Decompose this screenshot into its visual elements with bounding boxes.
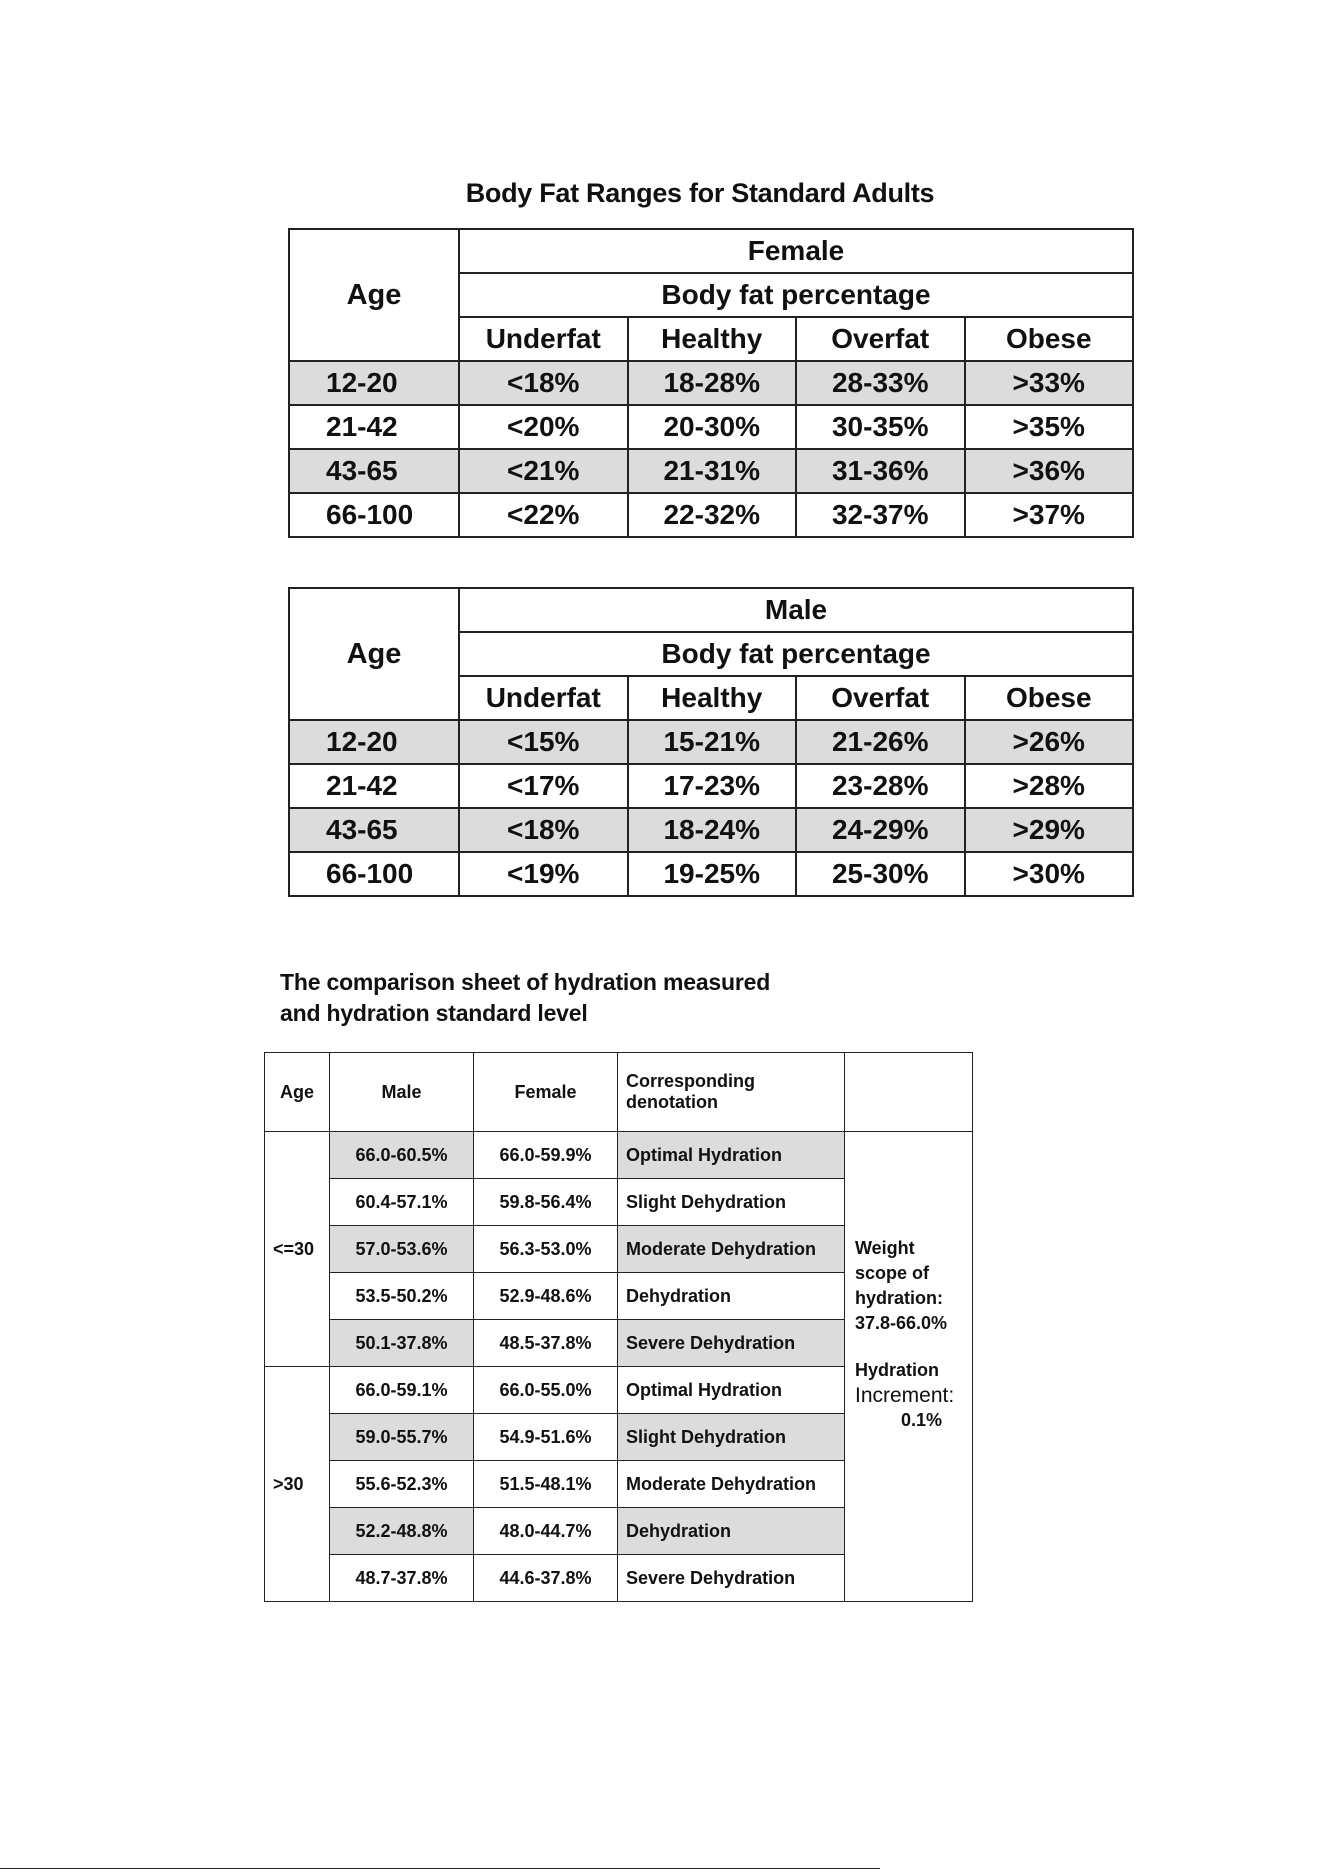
obese-header: Obese [965, 676, 1134, 720]
overfat-cell: 21-26% [796, 720, 965, 764]
age-group-cell: <=30 [265, 1132, 330, 1367]
denotation-cell: Slight Dehydration [618, 1414, 845, 1461]
table-row [265, 1132, 973, 1179]
table-row [289, 808, 1133, 852]
denotation-cell: Severe Dehydration [618, 1320, 845, 1367]
underfat-cell: <21% [459, 449, 628, 493]
underfat-cell: <15% [459, 720, 628, 764]
underfat-cell: <18% [459, 808, 628, 852]
male-body-fat-table [288, 587, 1134, 897]
obese-cell: >29% [965, 808, 1134, 852]
obese-header: Obese [965, 317, 1134, 361]
female-cell: 59.8-56.4% [474, 1179, 618, 1226]
denotation-cell: Moderate Dehydration [618, 1226, 845, 1273]
overfat-header: Overfat [796, 676, 965, 720]
denotation-cell: Optimal Hydration [618, 1132, 845, 1179]
denotation-header [618, 1053, 845, 1132]
healthy-cell: 15-21% [628, 720, 797, 764]
table-row [289, 764, 1133, 808]
underfat-cell: <17% [459, 764, 628, 808]
male-cell: 60.4-57.1% [330, 1179, 474, 1226]
overfat-cell: 28-33% [796, 361, 965, 405]
age-cell: 12-20 [289, 361, 459, 405]
denotation-cell: Dehydration [618, 1508, 845, 1555]
female-body-fat-table [288, 228, 1134, 538]
obese-cell: >28% [965, 764, 1134, 808]
age-cell: 43-65 [289, 449, 459, 493]
age-cell: 12-20 [289, 720, 459, 764]
denotation-cell: Severe Dehydration [618, 1555, 845, 1602]
overfat-cell: 23-28% [796, 764, 965, 808]
obese-cell: >37% [965, 493, 1134, 537]
healthy-cell: 17-23% [628, 764, 797, 808]
side-note-line: 37.8-66.0% [855, 1313, 948, 1333]
obese-cell: >30% [965, 852, 1134, 896]
table-row [289, 852, 1133, 896]
male-cell: 50.1-37.8% [330, 1320, 474, 1367]
hydration-title-line: and hydration standard level [280, 1000, 588, 1026]
hydration-title [280, 967, 770, 1029]
hydration-side-note [845, 1132, 973, 1602]
age-cell: 21-42 [289, 764, 459, 808]
healthy-cell: 21-31% [628, 449, 797, 493]
female-cell: 66.0-59.9% [474, 1132, 618, 1179]
male-cell: 57.0-53.6% [330, 1226, 474, 1273]
table-row [289, 449, 1133, 493]
age-cell: 21-42 [289, 405, 459, 449]
overfat-header: Overfat [796, 317, 965, 361]
healthy-cell: 18-28% [628, 361, 797, 405]
overfat-cell: 25-30% [796, 852, 965, 896]
female-cell: 54.9-51.6% [474, 1414, 618, 1461]
table-row [289, 405, 1133, 449]
denotation-header-line: Corresponding [626, 1071, 755, 1091]
healthy-cell: 18-24% [628, 808, 797, 852]
obese-cell: >36% [965, 449, 1134, 493]
male-cell: 53.5-50.2% [330, 1273, 474, 1320]
side-note-line: hydration: [855, 1288, 943, 1308]
age-cell: 66-100 [289, 852, 459, 896]
side-note-line: Weight [855, 1238, 915, 1258]
table-row [289, 361, 1133, 405]
hydration-title-line: The comparison sheet of hydration measured [280, 969, 771, 995]
female-header: Female [474, 1053, 618, 1132]
overfat-cell: 32-37% [796, 493, 965, 537]
overfat-cell: 24-29% [796, 808, 965, 852]
female-cell: 51.5-48.1% [474, 1461, 618, 1508]
underfat-header: Underfat [459, 317, 628, 361]
age-header: Age [289, 229, 459, 361]
table-row [289, 493, 1133, 537]
empty-header [845, 1053, 973, 1132]
overfat-cell: 31-36% [796, 449, 965, 493]
hydration-table [264, 1052, 973, 1602]
female-cell: 44.6-37.8% [474, 1555, 618, 1602]
age-cell: 66-100 [289, 493, 459, 537]
side-note-line: Hydration [855, 1360, 940, 1380]
female-cell: 48.0-44.7% [474, 1508, 618, 1555]
denotation-cell: Moderate Dehydration [618, 1461, 845, 1508]
obese-cell: >35% [965, 405, 1134, 449]
female-cell: 56.3-53.0% [474, 1226, 618, 1273]
table-row [289, 720, 1133, 764]
side-note-line: scope of [855, 1263, 930, 1283]
denotation-cell: Optimal Hydration [618, 1367, 845, 1414]
male-cell: 59.0-55.7% [330, 1414, 474, 1461]
underfat-cell: <22% [459, 493, 628, 537]
age-group-cell: >30 [265, 1367, 330, 1602]
denotation-cell: Slight Dehydration [618, 1179, 845, 1226]
obese-cell: >33% [965, 361, 1134, 405]
denotation-header-line: denotation [626, 1092, 718, 1112]
healthy-cell: 22-32% [628, 493, 797, 537]
denotation-cell: Dehydration [618, 1273, 845, 1320]
healthy-cell: 19-25% [628, 852, 797, 896]
underfat-cell: <20% [459, 405, 628, 449]
overfat-cell: 30-35% [796, 405, 965, 449]
female-cell: 48.5-37.8% [474, 1320, 618, 1367]
body-fat-percentage-header: Body fat percentage [459, 632, 1133, 676]
side-note-line: 0.1% [901, 1410, 943, 1430]
underfat-cell: <18% [459, 361, 628, 405]
underfat-cell: <19% [459, 852, 628, 896]
male-header: Male [330, 1053, 474, 1132]
age-cell: 43-65 [289, 808, 459, 852]
bottom-rule [0, 1868, 880, 1869]
healthy-header: Healthy [628, 317, 797, 361]
female-header: Female [459, 229, 1133, 273]
obese-cell: >26% [965, 720, 1134, 764]
male-header: Male [459, 588, 1133, 632]
healthy-cell: 20-30% [628, 405, 797, 449]
male-cell: 52.2-48.8% [330, 1508, 474, 1555]
underfat-header: Underfat [459, 676, 628, 720]
body-fat-title: Body Fat Ranges for Standard Adults [465, 178, 935, 208]
female-cell: 66.0-55.0% [474, 1367, 618, 1414]
male-cell: 55.6-52.3% [330, 1461, 474, 1508]
male-cell: 48.7-37.8% [330, 1555, 474, 1602]
healthy-header: Healthy [628, 676, 797, 720]
age-header: Age [289, 588, 459, 720]
female-cell: 52.9-48.6% [474, 1273, 618, 1320]
male-cell: 66.0-59.1% [330, 1367, 474, 1414]
male-cell: 66.0-60.5% [330, 1132, 474, 1179]
side-note-line: Increment: [855, 1384, 955, 1407]
age-header: Age [265, 1053, 330, 1132]
body-fat-percentage-header: Body fat percentage [459, 273, 1133, 317]
